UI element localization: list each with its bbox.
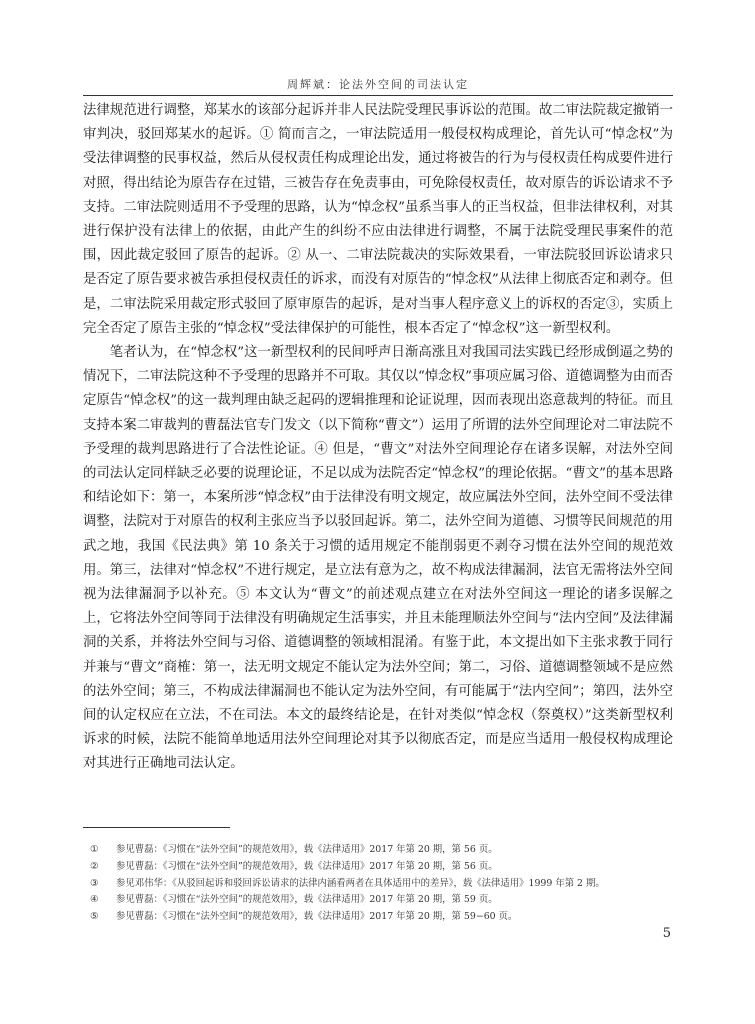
footnote [90, 859, 670, 876]
paragraph-author-view: 笔者认为，在“悼念权”这一新型权利的民间呼声日渐高涨且对我国司法实践已经形成倒逼之势的情况下，二审法院这种不予受理的思路并不可取。其仅以“悼念权”事项应属习俗、道德调整为由而否定原告“悼念权”的这一裁判理由缺乏起码的逻辑推理和论证说理，因而表现出恣意裁判的特征。而且支持本案二审裁判的曹磊法官专门发文（以下简称“曹文”）运用了所谓的法外空间理论对二审法院不予受理的裁判思路进行了合法性论证。④ 但是，“曹文”对法外空间理论存在诸多误解，对法外空间的司法认定同样缺乏必要的说理论证，不足以成为法院否定“悼念权”的理论依据。“曹文”的基本思路和结论如下：第一，本案所涉“悼念权”由于法律没有明文规定，故应属法外空间，法外空间不受法律调整，法院对于对原告的权利主张应当予以驳回起诉。第二，法外空间为道德、习惯等民间规范的用武之地，我国《民法典》第 10 条关于习惯的适用规定不能削弱更不剥夺习惯在法外空间的规范效用。第三，法律对“悼念权”不进行规定，是立法有意为之，故不构成法律漏洞，法官无需将法外空间视为法律漏洞予以补充。⑤ 本文认为“曹文”的前述观点建立在对法外空间这一理论的诸多误解之上，它将法外空间等同于法律没有明确规定生活事实，并且未能理顺法外空间与“法内空间”及法律漏洞的关系，并将法外空间与习俗、道德调整的领域相混淆。有鉴于此，本文提出如下主张求教于同行并兼与“曹文”商榷：第一，法无明文规定不能认定为法外空间；第二，习俗、道德调整领域不是应然的法外空间；第三，不构成法律漏洞也不能认定为法外空间，有可能属于“法内空间”；第四，法外空间的认定权应在立法，不在司法。本文的最终结论是，在针对类似“悼念权（祭奠权）”这类新型权利诉求的时候，法院不能简单地适用法外空间理论对其予以彻底否定，而是应当适用一般侵权构成理论对其进行正确地司法认定。 [83, 345, 673, 772]
body-text [83, 99, 673, 777]
footnote-text: 参见曹磊：《习惯在“法外空间”的规范效用》，载《法律适用》2017 年第 20 期，第 59 页。 [116, 894, 498, 906]
footnote-text: 参见邓伟华：《从驳回起诉和驳回诉讼请求的法律内涵看两者在具体适用中的差异》，载《法律适用》1999 年第 2 期。 [116, 877, 605, 889]
footnote-mark: ③ [90, 877, 99, 889]
footnote [90, 909, 670, 926]
footnote [90, 892, 670, 909]
footnote-text: 参见曹磊：《习惯在“法外空间”的规范效用》，载《法律适用》2017 年第 20 期，第 56 页。 [116, 860, 498, 872]
footnote-list [90, 842, 670, 926]
footnote-rule [83, 827, 230, 828]
running-header: 周辉斌：论法外空间的司法认定 [287, 78, 469, 91]
footnote-mark: ④ [90, 894, 99, 906]
paragraph-continued: 法律规范进行调整，郑某水的该部分起诉并非人民法院受理民事诉讼的范围。故二审法院裁定撤销一审判决，驳回郑某水的起诉。① 简而言之，一审法院适用一般侵权构成理论，首先认可“悼念权”为受法律调整的民事权益，然后从侵权责任构成理论出发，通过将被告的行为与侵权责任构成要件进行对照，得出结论为原告存在过错，三被告存在免责事由，可免除侵权责任，故对原告的诉讼请求不予支持。二审法院则适用不予受理的思路，认为“悼念权”虽系当事人的正当权益，但非法律权利，对其进行保护没有法律上的依据，由此产生的纠纷不应由法律进行调整，不属于法院受理民事案件的范围，因此裁定驳回了原告的起诉。② 从一、二审法院裁决的实际效果看，一审法院驳回诉讼请求只是否定了原告要求被告承担侵权责任的诉求，而没有对原告的“悼念权”从法律上彻底否定和剥夺。但是，二审法院采用裁定形式驳回了原审原告的起诉，是对当事人程序意义上的诉权的否定③，实质上完全否定了原告主张的“悼念权”受法律保护的可能性，根本否定了“悼念权”这一新型权利。 [83, 103, 673, 336]
footnote-text: 参见曹磊：《习惯在“法外空间”的规范效用》，载《法律适用》2017 年第 20 期，第 56 页。 [116, 844, 498, 855]
footnote-text: 参见曹磊：《习惯在“法外空间”的规范效用》，载《法律适用》2017 年第 20 期，第 59−60 页。 [116, 911, 518, 923]
footnote-mark: ② [90, 860, 99, 872]
header-rule [83, 95, 673, 96]
footnote [90, 842, 670, 859]
footnote-mark: ⑤ [90, 911, 99, 923]
page-number: 5 [662, 926, 671, 941]
footnote [90, 876, 670, 893]
footnote-mark: ① [90, 844, 99, 855]
